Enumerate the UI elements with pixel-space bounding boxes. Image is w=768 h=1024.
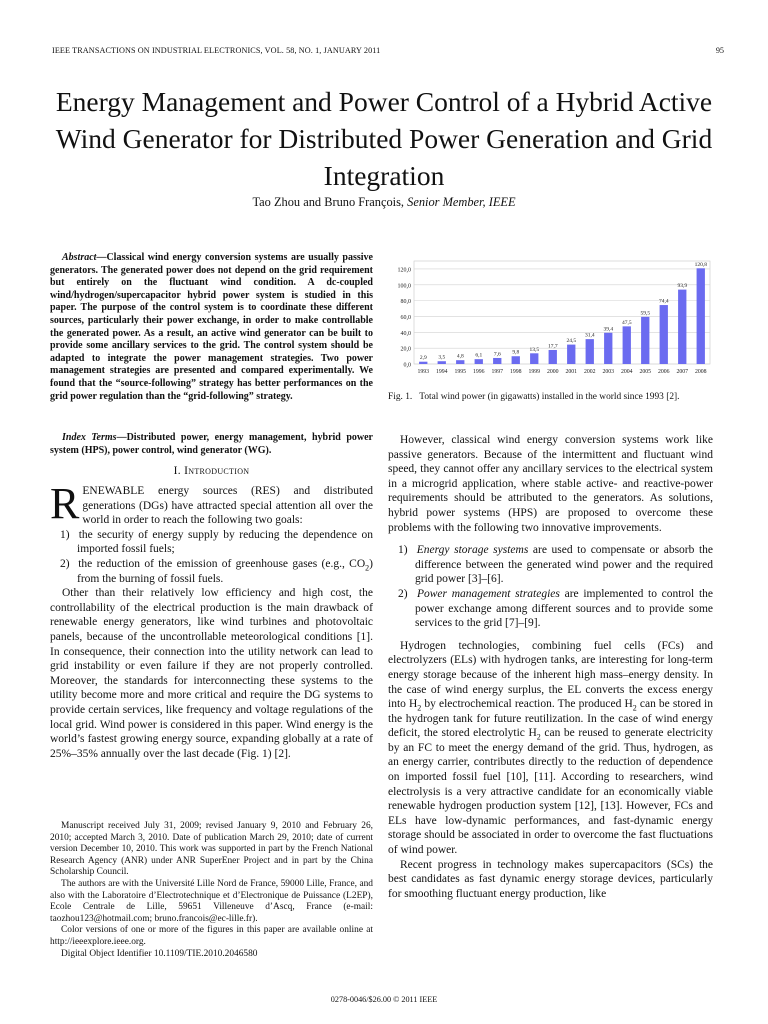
list-item-text: ) from the burning of fossil fuels.	[77, 557, 373, 585]
y-tick-label: 60,0	[400, 314, 411, 321]
bar-value-label: 3,5	[438, 354, 446, 361]
section-number: I.	[173, 465, 185, 477]
intro-paragraph-1	[50, 479, 373, 528]
list-item	[50, 528, 373, 557]
list-number: 1)	[398, 544, 408, 557]
chart-bar	[660, 305, 668, 364]
bar-value-label: 74,4	[658, 298, 669, 305]
x-tick-label: 1995	[454, 369, 467, 375]
x-tick-label: 1997	[491, 369, 504, 375]
x-tick-label: 2008	[694, 369, 707, 375]
intro-paragraph-1-text: ENEWABLE energy sources (RES) and distributed generations (DGs) have attracted special attention all over the world in order to reach the following two goals:	[82, 485, 373, 527]
right-paragraph-3: Recent progress in technology makes supercapacitors (SCs) the best candidates as fast dynamic energy storage devices, particularly for smoothing fluctuant energy production, like	[388, 858, 713, 900]
list-item-emphasis: Energy storage systems	[416, 544, 529, 557]
chart-bar	[493, 358, 501, 364]
bar-value-label: 13,5	[529, 346, 540, 353]
bar-value-label: 120,8	[694, 261, 707, 268]
index-terms-text: —Distributed power, energy management, hybrid power system (HPS), power control, wind generator (WG).	[50, 432, 373, 456]
y-tick-label: 0,0	[403, 362, 411, 369]
list-item-emphasis: Power management strategies	[416, 587, 560, 600]
authors	[30, 195, 738, 210]
x-tick-label: 2006	[657, 369, 670, 375]
chart-bar	[678, 290, 686, 364]
footnote-doi: Digital Object Identifier 10.1109/TIE.2010.2046580	[61, 948, 258, 959]
chart-bar	[419, 362, 427, 364]
bar-value-label: 31,4	[584, 332, 595, 339]
text-run: by electrochemical reaction. The produced H	[421, 698, 633, 711]
figure-caption	[388, 391, 713, 403]
chart-bar	[438, 361, 446, 364]
list-number: 2)	[60, 557, 70, 570]
y-tick-label: 20,0	[400, 346, 411, 353]
bar-value-label: 59,5	[640, 310, 651, 317]
bar-value-label: 39,4	[603, 326, 614, 333]
x-tick-label: 2001	[565, 369, 578, 375]
footnote-manuscript: Manuscript received July 31, 2009; revised January 9, 2010 and February 26, 2010; accepted March 3, 2010. Date of publication March 29, 2010; date of current version December 10, 2010. This work was supported in part by the French National Research Agency (ANR) under ANR SuperEner Project and in part by the China Scholarship Council.	[50, 821, 373, 878]
x-tick-label: 2005	[639, 369, 652, 375]
list-item	[388, 587, 713, 631]
index-terms	[50, 432, 373, 457]
chart-bar	[604, 333, 612, 364]
section-heading-introduction	[50, 465, 373, 477]
x-tick-label: 1993	[417, 369, 430, 375]
copyright-footer: 0278-0046/$26.00 © 2011 IEEE	[330, 995, 438, 1004]
y-tick-label: 120,0	[397, 267, 411, 274]
chart-bar	[530, 353, 538, 364]
x-tick-label: 2004	[620, 369, 633, 375]
x-tick-label: 1999	[528, 369, 541, 375]
x-tick-label: 1996	[472, 369, 485, 375]
bar-value-label: 93,9	[677, 283, 688, 290]
author-role: Senior Member, IEEE	[407, 195, 516, 209]
page-number: 95	[715, 46, 724, 55]
bar-value-label: 6,1	[475, 352, 483, 359]
x-tick-label: 2000	[546, 369, 559, 375]
text-run: can be stored in the hydrogen tank for future reutilization. In the case of wind energy deficit, the stored electrolytic H	[388, 698, 713, 740]
chart-bar	[623, 326, 631, 364]
drop-cap: R	[50, 479, 80, 528]
author-names: Tao Zhou and Bruno François,	[252, 195, 408, 209]
right-paragraph-2	[388, 639, 713, 858]
list-item	[388, 543, 713, 587]
footnote-color: Color versions of one or more of the figures in this paper are available online at http://ieeexplore.ieee.org.	[50, 925, 373, 947]
footnote-affiliation: The authors are with the Université Lille Nord de France, 59000 Lille, France, and also with the Laboratoire d’Electrotechnique et d’Electronique de Puissance (L2EP), Ecole Centrale de Lille, 59651 Villeneuve d’Ascq, France (e-mail: taozhou123@hotmail.com; bruno.francois@ec-lille.fr).	[50, 878, 373, 924]
chart-bar	[697, 268, 705, 364]
list-number: 2)	[398, 587, 408, 600]
improvements-list	[388, 543, 713, 631]
figure-caption-text: Total wind power (in gigawatts) installed in the world since 1993 [2].	[419, 392, 680, 402]
bar-value-label: 9,8	[512, 349, 520, 356]
goals-list	[50, 528, 373, 586]
chart-bar	[456, 360, 464, 364]
index-terms-label: Index Terms	[62, 432, 117, 443]
list-item-text: the security of energy supply by reducing the dependence on imported fossil fuels;	[77, 528, 374, 556]
text-run: can be reused to generate electricity by an FC to meet the energy demand of the grid. Thus, hydrogen, as an energy carrier, contributes directly to the reduction of dependence on imported fossil fuel [10], [11]. According to researchers, wind electrolysis is a very attractive candidate for an economically viable renewable hydrogen production system [12], [13]. However, FCs and ELs have low-dynamic performances, and fast-dynamic energy storage should be associated in order to overcome the fast fluctuations of wind power.	[388, 727, 713, 857]
x-tick-label: 2003	[602, 369, 615, 375]
figure-label: Fig. 1.	[388, 392, 413, 402]
chart-bar	[549, 350, 557, 364]
bar-value-label: 2,9	[419, 355, 427, 362]
introduction-body	[50, 479, 374, 761]
list-item	[50, 557, 373, 586]
chart-bar	[586, 339, 594, 364]
chart-bar	[567, 345, 575, 364]
list-item-text: are used to compensate or absorb the difference between the generated wind power and the required grid power [3]–[6].	[415, 544, 713, 586]
bar-value-label: 47,5	[621, 319, 632, 326]
list-item-text: are implemented to control the power exchange among different sources and to provide some services to the grid [7]–[9].	[415, 587, 713, 630]
abstract-text: —Classical wind energy conversion systems are usually passive generators. The generated power does not depend on the grid requirement but entirely on the fluctuant wind condition. A dc-coupled wind/hydrogen/supercapacitor hybrid power system is studied in this paper. The purpose of the control system is to coordinate these different sources, particularly their power exchange, in order to make controllable the generated power. As a result, an active wind generator can be built to provide some ancillary services to the grid. The control system should be adapted to integrate the power management strategies. Two power management strategies are presented and compared experimentally. We found that the “source-following” strategy has better performances on the grid power regulation than the “grid-following” strategy.	[50, 252, 373, 402]
subscript: 2	[365, 563, 370, 573]
bar-value-label: 17,7	[547, 343, 558, 350]
chart-bar	[512, 356, 520, 364]
subscript: 2	[632, 703, 637, 713]
x-tick-label: 2007	[676, 369, 689, 375]
right-paragraph-1: However, classical wind energy conversion systems work like passive generators. Because of the intermittent and fluctuant wind speed, they cannot offer any ancillary services to the electrical system in a microgrid application, where stable active- and reactive-power requirements should be attributed to the generators. As solutions, hybrid power systems (HPS) are proposed to overcome these problems with the following two innovative improvements.	[388, 434, 713, 534]
y-tick-label: 80,0	[400, 299, 411, 306]
x-tick-label: 2002	[583, 369, 596, 375]
paper-title: Energy Management and Power Control of a Hybrid Active Wind Generator for Distributed Power Generation and Grid Integration	[55, 86, 713, 191]
bar-value-label: 24,5	[566, 338, 577, 345]
wind-power-bar-chart	[388, 253, 713, 383]
bar-value-label: 4,8	[456, 353, 464, 360]
list-number: 1)	[60, 528, 70, 541]
footnotes	[50, 821, 373, 960]
section-title: Introduction	[184, 465, 250, 477]
journal-header: IEEE TRANSACTIONS ON INDUSTRIAL ELECTRONICS, VOL. 58, NO. 1, JANUARY 2011	[52, 46, 381, 55]
x-tick-label: 1998	[509, 369, 522, 375]
bar-value-label: 7,6	[493, 351, 501, 358]
x-tick-label: 1994	[435, 369, 448, 375]
intro-paragraph-2: Other than their relatively low efficiency and high cost, the controllability of the electrical production is the main drawback of renewable energy generators, like wind turbines and photovoltaic panels, because of the uncontrollable meteorological conditions [1]. In consequence, their connection into the utility network can lead to grid instability or even failure if they are not properly controlled. Moreover, the standards for interconnecting these systems to the utility become more and more critical and require the DG systems to provide certain services, like frequency and voltage regulations of the local grid. Wind power is considered in this paper. Wind energy is the world’s fastest growing energy source, expanding globally at a rate of 25%–35% annually over the last decade (Fig. 1) [2].	[50, 587, 373, 760]
y-tick-label: 40,0	[400, 330, 411, 337]
y-tick-label: 100,0	[397, 283, 411, 290]
list-item-text: the reduction of the emission of greenhouse gases (e.g., CO	[78, 557, 366, 570]
abstract-label: Abstract	[62, 252, 97, 263]
chart-bar	[641, 317, 649, 364]
text-run: Hydrogen technologies, combining fuel cells (FCs) and electrolyzers (ELs) with hydrogen tanks, are interesting for long-term energy storage because of the inherent high mass–energy density. In the case of wind energy surplus, the EL converts the excess energy into H	[388, 639, 713, 711]
right-column-body	[388, 433, 713, 901]
subscript: 2	[536, 732, 541, 742]
subscript: 2	[417, 703, 422, 713]
abstract	[50, 252, 373, 403]
chart-bar	[475, 359, 483, 364]
